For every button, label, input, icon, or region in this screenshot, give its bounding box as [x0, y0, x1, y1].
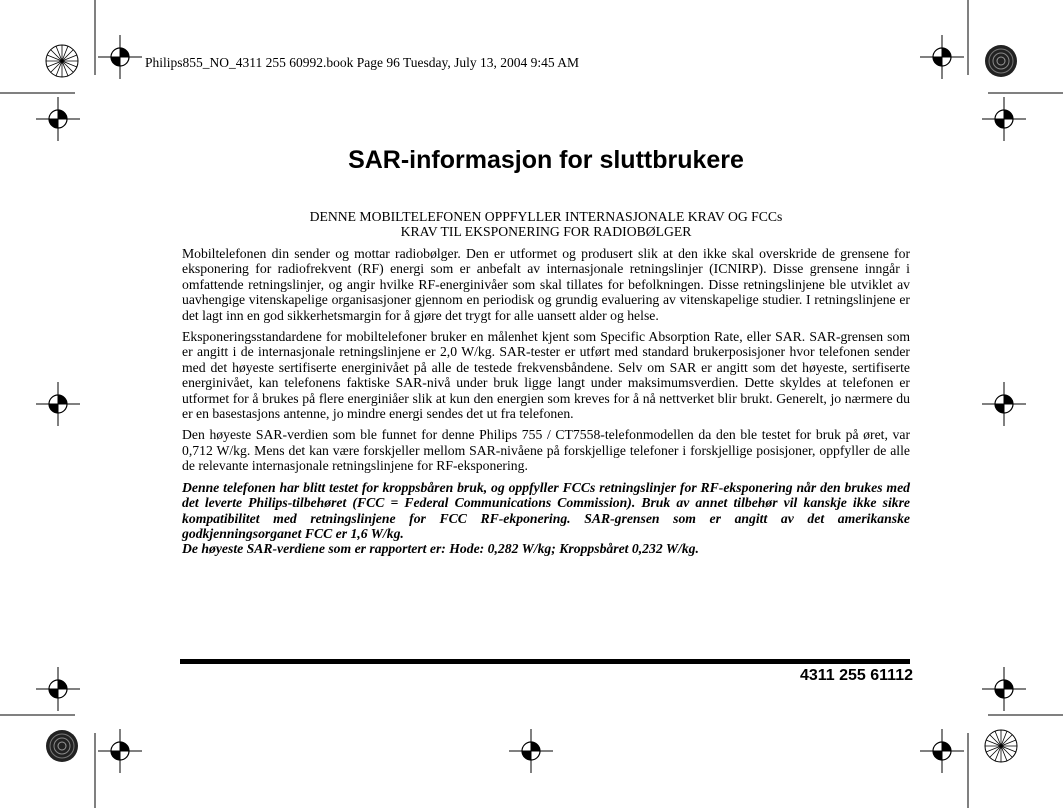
document-number: 4311 255 61112 [799, 667, 913, 684]
heading-line-2: KRAV TIL EKSPONERING FOR RADIOBØLGER [400, 224, 692, 239]
paragraph-exposure-standards: Eksponeringsstandardene for mobiltelefoner bruker en målenhet kjent som Specific Absorption Rate, eller SAR. SAR-grensen som er angitt i de internasjonale retningslinjene er 2,0 W/kg. SAR-tester er utført med standard brukerposisjoner hvor telefonen sender med det høyeste sertifiserte energinivået på alle de testede frekvensbåndene. Selv om SAR er angitt som det høyeste, sertifiserte energinivået, kan telefonens faktiske SAR-nivå under bruk ligge langt under maksimumsverdien. Dette skyldes at telefonen er utformet for å brukes på flere energiniåer slik at kun den energien som kreves for å nå nettverket blir brukt. Generelt, jo nærmere du er en basestasjons antenne, jo mindre energi sendes det ut fra telefonen. [182, 329, 910, 422]
paragraph-intro: Mobiltelefonen din sender og mottar radiobølger. Den er utformet og produsert slik at den ikke skal overskride de grensene for eksponering for radiofrekvent (RF) energi som er anbefalt av internasjonale retningslinjer (ICNIRP). Disse grensene inngår i omfattende retningslinjer, og angir hvilke RF-energinivåer som skal tillates for befolkningen. Disse retningslinjene ble utviklet av uavhengige vitenskapelige organisasjoner gjennom en periodisk og grundig evaluering av vitenskapelige studier. I retningslinjene er det lagt inn en god sikkerhetsmargin for å gjøre det trygt for alle uansett alder og helse. [182, 246, 910, 323]
section-heading [182, 209, 910, 239]
page-title: SAR-informasjon for sluttbrukere [348, 146, 744, 174]
footer-rule [180, 659, 910, 664]
paragraph-highest-sar: Den høyeste SAR-verdien som ble funnet for denne Philips 755 / CT7558-telefonmodellen da den ble testet for bruk på øret, var 0,712 W/kg. Mens det kan være forskjeller mellom SAR-nivåene på forskjellige telefoner i forskjellige posisjoner, oppfyller de alle de relevante internasjonale retningslinjene for RF-eksponering. [182, 427, 910, 474]
body-text [182, 246, 910, 557]
note-body-worn: Denne telefonen har blitt testet for kroppsbåren bruk, og oppfyller FCCs retningslinjer for RF-eksponering når den brukes med det leverte Philips-tilbehøret (FCC = Federal Communications Commission). Bruk av annet tilbehør vil kanskje ikke sikre kompatibilitet med retningslinjene for FCC RF-ekponering. SAR-grensen som er angitt av det amerikanske godkjenningsorganet FCC er 1,6 W/kg. [182, 479, 910, 541]
note-highest-values: De høyeste SAR-verdiene som er rapportert er: Hode: 0,282 W/kg; Kroppsbåret 0,232 W/kg. [182, 541, 699, 557]
page-header-file-info: Philips855_NO_4311 255 60992.book Page 96 Tuesday, July 13, 2004 9:45 AM [145, 55, 580, 70]
heading-line-1: DENNE MOBILTELEFONEN OPPFYLLER INTERNASJONALE KRAV OG FCCs [309, 209, 783, 224]
